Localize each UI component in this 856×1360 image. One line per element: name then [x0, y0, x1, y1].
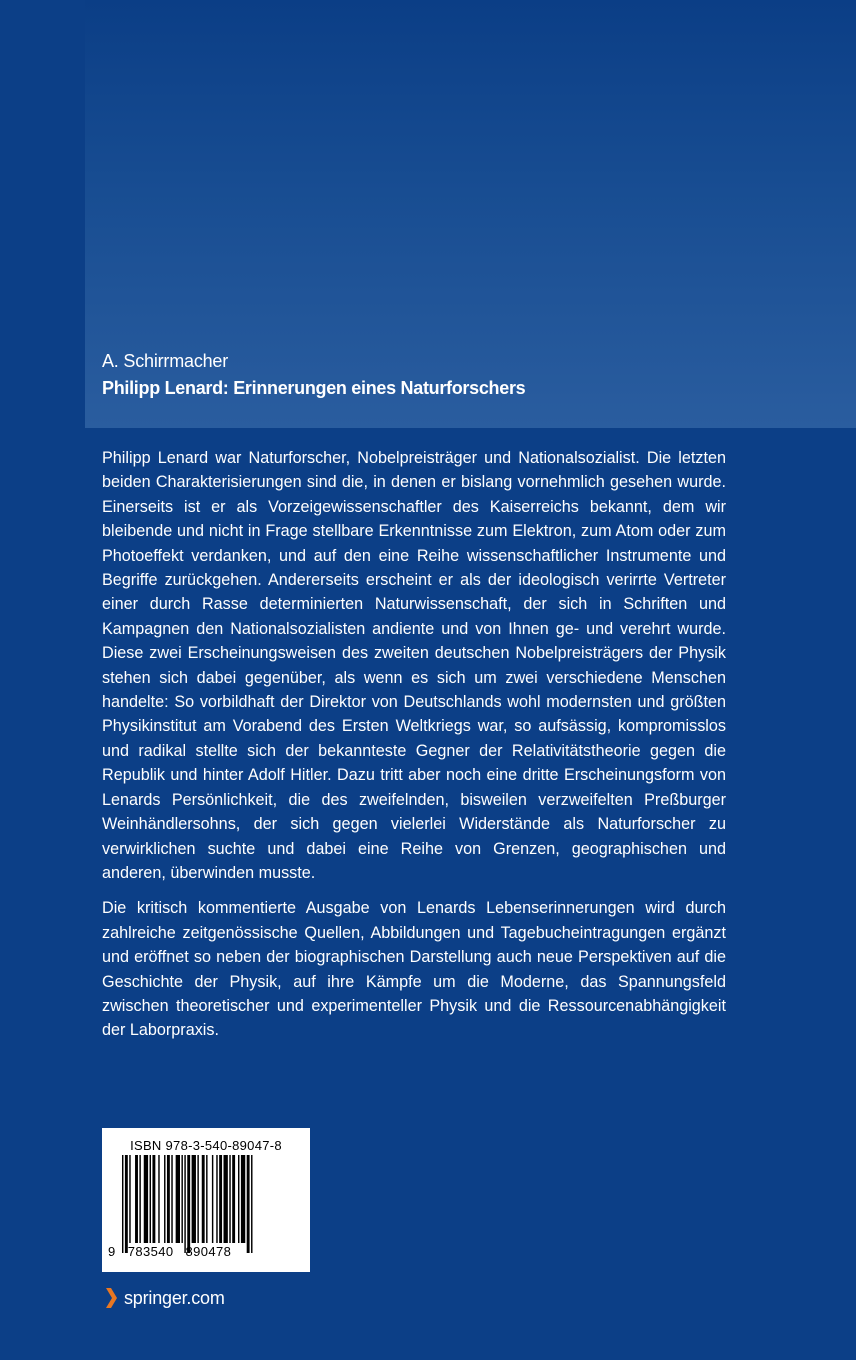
barcode-bar [219, 1155, 222, 1243]
barcode-bar [202, 1155, 205, 1243]
barcode-bar [241, 1155, 245, 1243]
barcode-bar [129, 1155, 130, 1243]
barcode-bar [167, 1155, 170, 1243]
barcode-bar [176, 1155, 180, 1243]
barcode-lead-digit: 9 [108, 1244, 116, 1259]
barcode-group-2: 890478 [185, 1244, 232, 1259]
author-name: A. Schirrmacher [102, 351, 229, 371]
barcode-bar [144, 1155, 148, 1243]
barcode-bar [184, 1155, 185, 1253]
barcode-bar [164, 1155, 165, 1243]
barcode-digits [108, 1244, 308, 1259]
barcode-bar [216, 1155, 217, 1243]
barcode-bar [232, 1155, 235, 1243]
description-paragraph-2: Die kritisch kommentierte Ausgabe von Lenards Lebenserinnerungen wird durch zahlreiche zeitgenössische Quellen, Abbildungen und Tagebucheintragungen ergänzt und eröffnet so neben der biographischen Darstellung auch neue Perspektiven auf die Geschichte der Physik, auf ihre Kämpfe um die Moderne, das Spannungsfeld zwischen theoretischer und experimenteller Physik und die Ressourcenabhängigkeit der Laborpraxis. [102, 899, 726, 1040]
description [102, 446, 726, 1054]
barcode-bar [192, 1155, 196, 1243]
barcode-bar [150, 1155, 151, 1243]
barcode-bar [224, 1155, 228, 1243]
publisher-link-text: springer.com [124, 1287, 225, 1308]
publisher-link[interactable] [104, 1287, 225, 1309]
barcode-bar [122, 1155, 123, 1253]
barcode-bar [135, 1155, 138, 1243]
barcode-bar [181, 1155, 182, 1243]
barcode-bar [152, 1155, 155, 1243]
barcode-bar [139, 1155, 140, 1243]
barcode-bar [247, 1155, 250, 1253]
barcode-bar [206, 1155, 207, 1243]
barcode-bar [212, 1155, 213, 1243]
isbn-label: ISBN 978-3-540-89047-8 [130, 1138, 282, 1153]
barcode-bar [238, 1155, 239, 1243]
barcode-bar [197, 1155, 198, 1243]
barcode-bar [187, 1155, 190, 1253]
barcode-group-1: 783540 [127, 1244, 174, 1259]
chevron-right-icon [104, 1287, 118, 1309]
barcode-bar [171, 1155, 172, 1243]
book-title: Philipp Lenard: Erinnerungen eines Naturforschers [102, 378, 526, 398]
description-paragraph-1: Philipp Lenard war Naturforscher, Nobelpreisträger und Nationalsozialist. Die letzten beiden Charakterisierungen sind die, in denen er bislang vornehmlich gesehen wurde. Einerseits ist er als Vorzeigewissenschaftler des Kaiserreichs bekannt, dem wir bleibende und nicht in Frage stellbare Erkenntnisse zum Elektron, zum Atom oder zum Photoeffekt verdanken, und auf den eine Reihe wissenschaftlicher Instrumente und Begriffe zurückgehen. Andererseits erscheint er als der ideologisch verirrte Vertreter einer durch Rasse determinierten Naturwissenschaft, der sich in Schriften und Kampagnen den Nationalsozialisten andiente und von Ihnen ge- und verehrt wurde. Diese zwei Erscheinungsweisen des zweiten deutschen Nobelpreisträgers der Physik stehen sich dabei gegenüber, als wenn es sich um zwei verschiedene Menschen handelte: So vorbildhaft der Direktor von Deutschlands wohl modernsten und größten Physikinstitut am Vorabend des Ersten Weltkriegs war, so aufsässig, kompromisslos und radikal stellte sich der bekannteste Gegner der Relativitätstheorie gegen die Republik und hinter Adolf Hitler. Dazu tritt aber noch eine dritte Erscheinungsform von Lenards Persönlichkeit, die des zweifelnden, bisweilen verzweifelten Preßburger Weinhändlersohns, der sich gegen vielerlei Widerstände als Naturforscher zu verwirklichen suchte und dabei eine Reihe von Grenzen, geographischen und anderen, überwinden musste. [102, 449, 726, 882]
isbn-barcode [102, 1128, 310, 1272]
barcode-bar [158, 1155, 159, 1243]
barcode-bar [125, 1155, 128, 1253]
barcode-bar [229, 1155, 230, 1243]
barcode-bar [251, 1155, 252, 1253]
